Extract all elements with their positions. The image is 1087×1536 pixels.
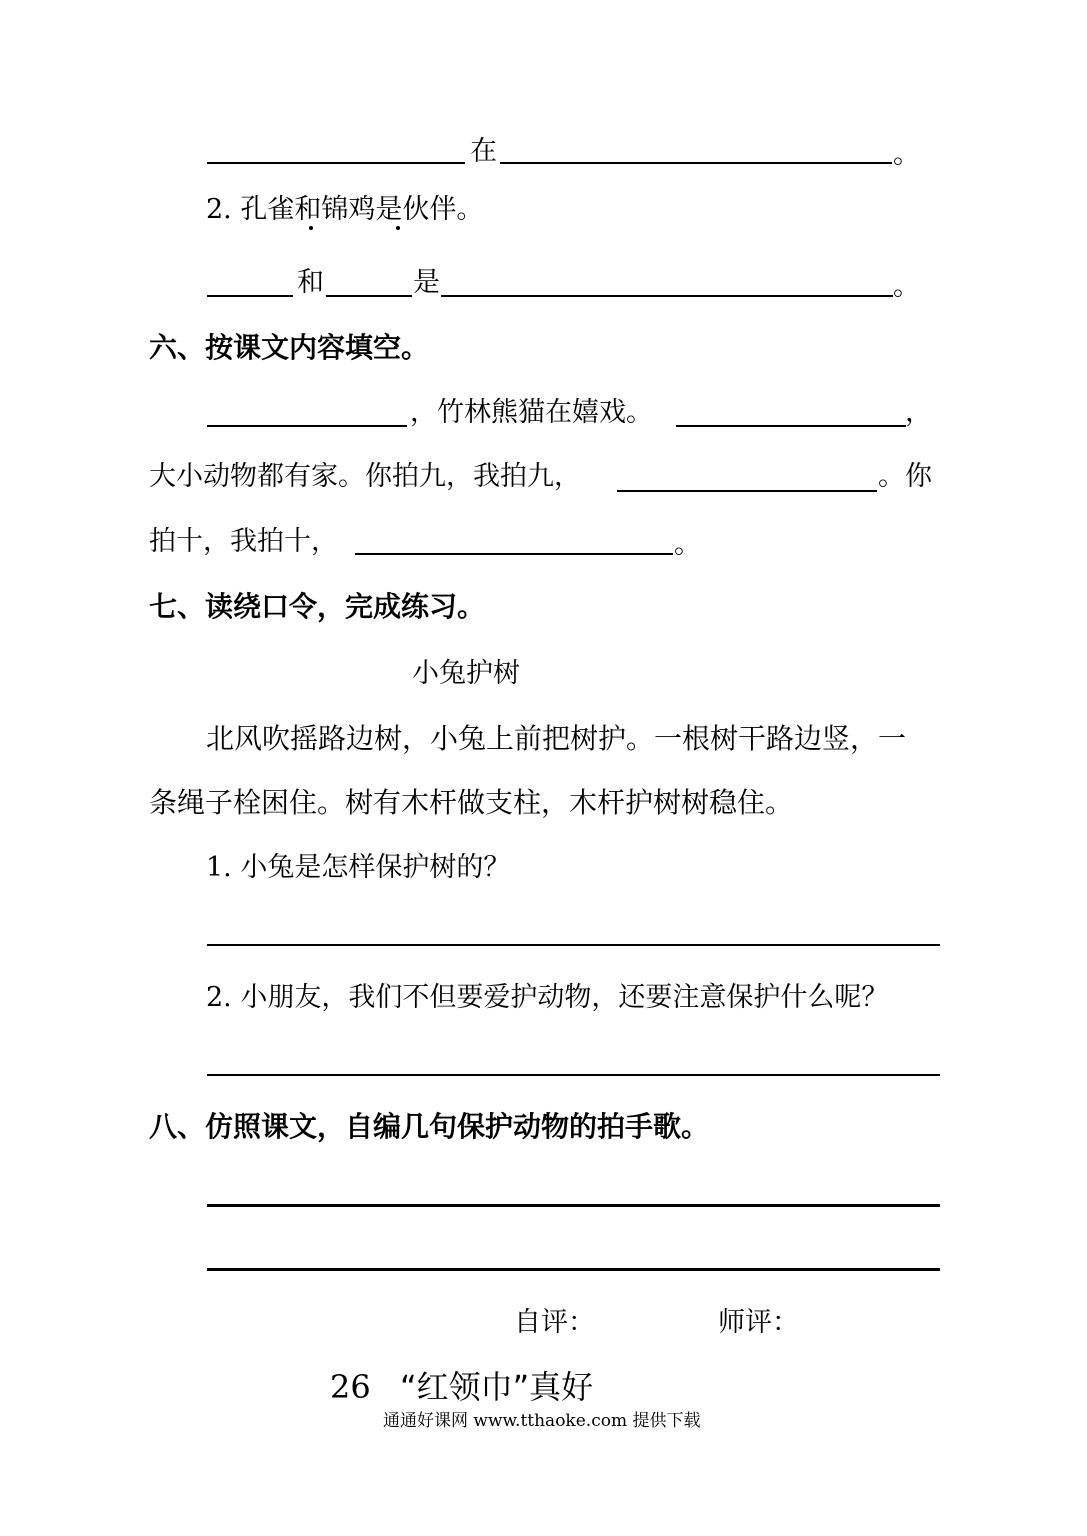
fill-text: 。你 bbox=[878, 461, 932, 492]
connector-word: 在 bbox=[470, 136, 497, 167]
emphasis-dot bbox=[396, 226, 400, 230]
connector-word: 和 bbox=[297, 267, 324, 298]
self-evaluation-label: 自评： bbox=[514, 1307, 595, 1338]
answer-line[interactable] bbox=[207, 1074, 940, 1076]
connector-word: 是 bbox=[413, 267, 440, 298]
teacher-evaluation-label: 师评： bbox=[718, 1307, 799, 1338]
blank-line[interactable] bbox=[355, 553, 673, 555]
fill-text: ，竹林熊猫在嬉戏。 bbox=[410, 397, 653, 428]
blank-line[interactable] bbox=[500, 162, 892, 164]
blank-line[interactable] bbox=[326, 295, 412, 297]
answer-line[interactable] bbox=[207, 944, 940, 946]
fill-text: ， bbox=[905, 397, 932, 428]
blank-line[interactable] bbox=[207, 295, 293, 297]
answer-line[interactable] bbox=[207, 1204, 940, 1207]
question-1: 1. 小兔是怎样保护树的？ bbox=[206, 852, 511, 883]
poem-title: 小兔护树 bbox=[412, 658, 520, 689]
fill-text: 大小动物都有家。你拍九，我拍九， bbox=[149, 461, 581, 492]
section-8-heading: 八、仿照课文，自编几句保护动物的拍手歌。 bbox=[149, 1110, 710, 1143]
blank-line[interactable] bbox=[207, 425, 407, 427]
blank-line[interactable] bbox=[676, 425, 906, 427]
section-7-heading: 七、读绕口令，完成练习。 bbox=[149, 590, 486, 623]
answer-line[interactable] bbox=[207, 1268, 940, 1271]
period: 。 bbox=[893, 139, 920, 170]
source-note: 通通好课网 www.tthaoke.com 提供下载 bbox=[383, 1411, 701, 1431]
emphasis-dot bbox=[309, 226, 313, 230]
question-2: 2. 小朋友，我们不但要爱护动物，还要注意保护什么呢？ bbox=[206, 982, 889, 1013]
period: 。 bbox=[893, 271, 920, 302]
fill-text: 拍十，我拍十， bbox=[149, 526, 338, 557]
next-lesson-title: “红领巾”真好 bbox=[400, 1368, 594, 1406]
next-lesson-number: 26 bbox=[330, 1368, 371, 1406]
blank-line[interactable] bbox=[617, 490, 877, 492]
blank-line[interactable] bbox=[207, 162, 465, 164]
poem-line: 北风吹摇路边树，小兔上前把树护。一根树干路边竖，一 bbox=[206, 722, 907, 755]
poem-line: 条绳子栓困住。树有木杆做支柱，木杆护树树稳住。 bbox=[149, 786, 794, 819]
blank-line[interactable] bbox=[441, 295, 893, 297]
fill-text: 。 bbox=[674, 529, 701, 560]
section-6-heading: 六、按课文内容填空。 bbox=[149, 331, 430, 364]
q5-item-2: 2. 孔雀和锦鸡是伙伴。 bbox=[206, 194, 484, 225]
